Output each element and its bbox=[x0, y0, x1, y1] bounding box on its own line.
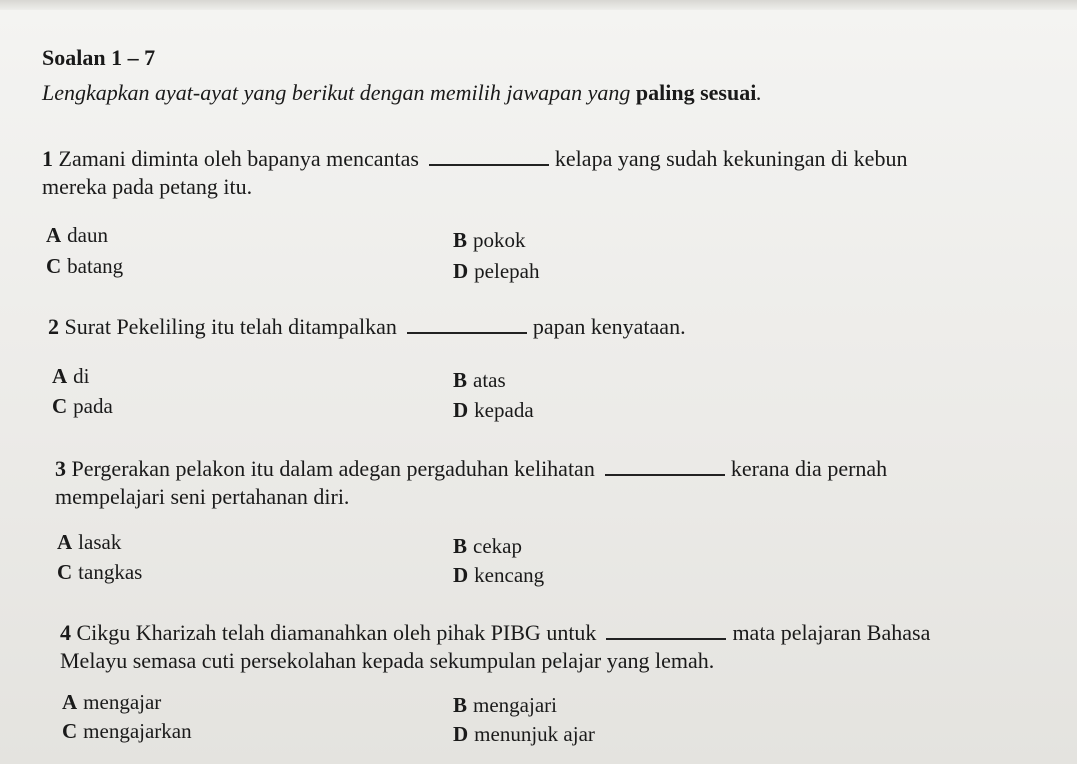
question-2-line1 bbox=[48, 314, 686, 340]
option-a[interactable]: A mengajar bbox=[62, 690, 162, 714]
option-b[interactable]: B atas bbox=[453, 368, 506, 392]
option-b[interactable]: B mengajari bbox=[453, 693, 557, 717]
answer-blank bbox=[606, 620, 726, 640]
instruction-bold: paling sesuai bbox=[635, 80, 757, 105]
question-stem-before: Cikgu Kharizah telah diamanahkan oleh pihak PIBG untuk bbox=[76, 620, 597, 645]
option-c[interactable]: C batang bbox=[46, 254, 124, 278]
answer-blank bbox=[407, 314, 527, 334]
instruction-pre: Lengkapkan ayat-ayat yang berikut dengan memilih jawapan yang bbox=[42, 80, 636, 105]
option-d[interactable]: D kencang bbox=[453, 563, 545, 587]
question-3-line1 bbox=[55, 456, 887, 482]
option-c[interactable]: C pada bbox=[52, 394, 113, 418]
section-title: Soalan 1 – 7 bbox=[42, 45, 156, 70]
question-number: 4 bbox=[60, 620, 71, 645]
option-a[interactable]: A di bbox=[52, 364, 90, 388]
option-c[interactable]: C mengajarkan bbox=[62, 719, 192, 743]
top-edge-strip bbox=[0, 0, 1077, 10]
answer-blank bbox=[429, 146, 549, 166]
question-number: 2 bbox=[48, 314, 59, 339]
option-d[interactable]: D pelepah bbox=[453, 259, 540, 283]
option-d[interactable]: D kepada bbox=[453, 398, 534, 422]
question-stem-after: papan kenyataan. bbox=[532, 314, 686, 339]
question-4-line1 bbox=[60, 620, 930, 646]
question-stem-after: kelapa yang sudah kekuningan di kebun bbox=[554, 146, 908, 171]
question-3-line2: mempelajari seni pertahanan diri. bbox=[55, 484, 350, 509]
question-1-line2: mereka pada petang itu. bbox=[42, 174, 253, 199]
question-4-line2: Melayu semasa cuti persekolahan kepada sekumpulan pelajar yang lemah. bbox=[60, 648, 715, 673]
question-number: 3 bbox=[55, 456, 66, 481]
question-stem-before: Surat Pekeliling itu telah ditampalkan bbox=[64, 314, 397, 339]
option-a[interactable]: A lasak bbox=[57, 530, 122, 554]
question-1-line1 bbox=[42, 146, 907, 172]
question-stem-before: Zamani diminta oleh bapanya mencantas bbox=[58, 146, 419, 171]
question-number: 1 bbox=[42, 146, 53, 171]
option-d[interactable]: D menunjuk ajar bbox=[453, 722, 595, 746]
option-a[interactable]: A daun bbox=[46, 223, 108, 247]
option-b[interactable]: B cekap bbox=[453, 534, 522, 558]
option-c[interactable]: C tangkas bbox=[57, 560, 143, 584]
answer-blank bbox=[605, 456, 725, 476]
question-stem-after: mata pelajaran Bahasa bbox=[732, 620, 931, 645]
instruction-post: . bbox=[756, 80, 762, 105]
question-stem-before: Pergerakan pelakon itu dalam adegan pergaduhan kelihatan bbox=[71, 456, 595, 481]
instruction-text bbox=[42, 80, 762, 106]
option-b[interactable]: B pokok bbox=[453, 228, 526, 252]
question-stem-after: kerana dia pernah bbox=[730, 456, 888, 481]
